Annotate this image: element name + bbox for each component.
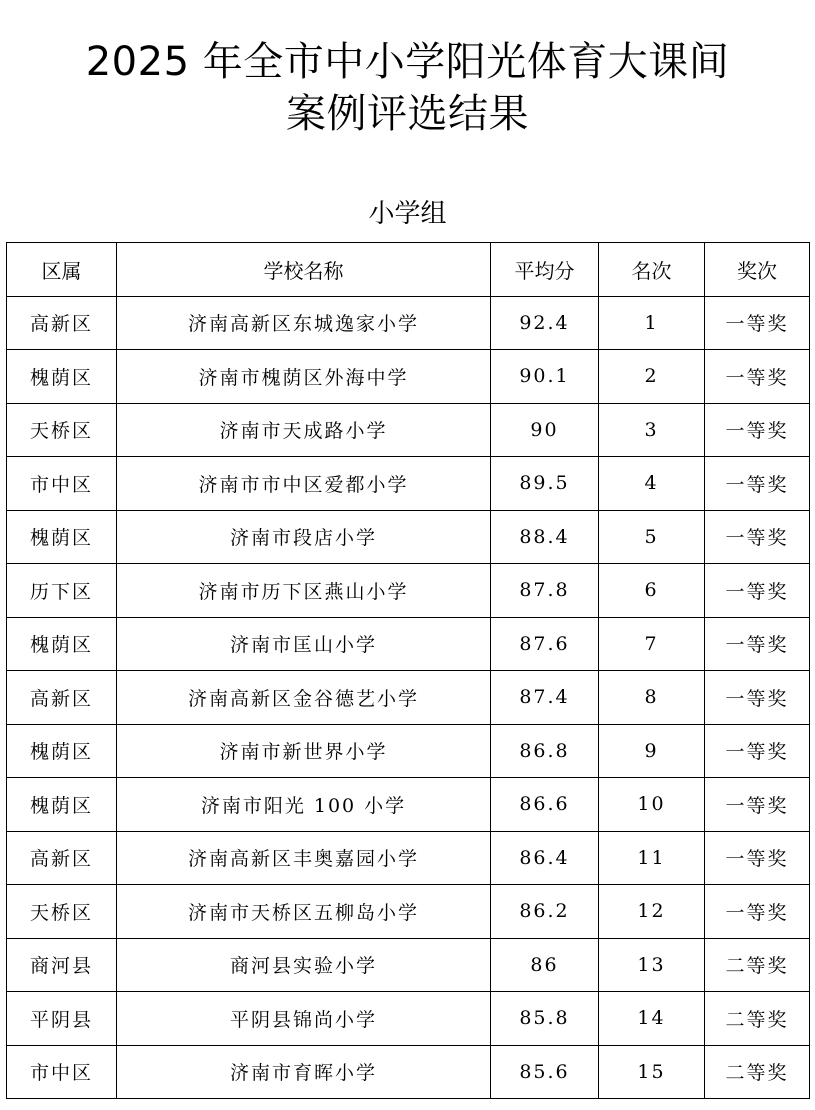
cell-district: 高新区 <box>7 296 117 350</box>
cell-rank: 8 <box>599 671 705 725</box>
cell-average-score: 87.4 <box>491 671 599 725</box>
cell-rank: 12 <box>599 885 705 939</box>
cell-rank: 4 <box>599 457 705 511</box>
cell-school-name: 济南市历下区燕山小学 <box>117 564 491 618</box>
cell-school-name: 平阴县锦尚小学 <box>117 992 491 1046</box>
cell-average-score: 87.8 <box>491 564 599 618</box>
cell-award: 一等奖 <box>705 403 810 457</box>
header-award: 奖次 <box>705 243 810 297</box>
cell-rank: 15 <box>599 1045 705 1099</box>
cell-district: 历下区 <box>7 564 117 618</box>
cell-school-name: 济南高新区东城逸家小学 <box>117 296 491 350</box>
cell-district: 槐荫区 <box>7 724 117 778</box>
table-row <box>7 457 810 511</box>
cell-award: 一等奖 <box>705 617 810 671</box>
cell-school-name: 济南市天成路小学 <box>117 403 491 457</box>
cell-average-score: 86.4 <box>491 831 599 885</box>
cell-district: 槐荫区 <box>7 778 117 832</box>
cell-district: 商河县 <box>7 938 117 992</box>
cell-school-name: 济南市天桥区五柳岛小学 <box>117 885 491 939</box>
cell-average-score: 90 <box>491 403 599 457</box>
cell-award: 一等奖 <box>705 885 810 939</box>
table-row <box>7 938 810 992</box>
cell-average-score: 86.2 <box>491 885 599 939</box>
cell-award: 一等奖 <box>705 831 810 885</box>
cell-award: 一等奖 <box>705 564 810 618</box>
cell-school-name: 济南市阳光 100 小学 <box>117 778 491 832</box>
header-district: 区属 <box>7 243 117 297</box>
cell-average-score: 85.8 <box>491 992 599 1046</box>
table-row <box>7 831 810 885</box>
table-row <box>7 992 810 1046</box>
cell-school-name: 济南市段店小学 <box>117 510 491 564</box>
cell-school-name: 济南市匡山小学 <box>117 617 491 671</box>
cell-school-name: 济南市市中区爱都小学 <box>117 457 491 511</box>
cell-rank: 11 <box>599 831 705 885</box>
cell-rank: 10 <box>599 778 705 832</box>
cell-district: 市中区 <box>7 1045 117 1099</box>
cell-award: 一等奖 <box>705 778 810 832</box>
table-row <box>7 510 810 564</box>
table-row <box>7 403 810 457</box>
cell-district: 槐荫区 <box>7 510 117 564</box>
cell-award: 一等奖 <box>705 510 810 564</box>
cell-award: 一等奖 <box>705 296 810 350</box>
document-title-line-2: 案例评选结果 <box>286 91 529 137</box>
cell-rank: 9 <box>599 724 705 778</box>
cell-district: 市中区 <box>7 457 117 511</box>
cell-school-name: 商河县实验小学 <box>117 938 491 992</box>
table-row <box>7 724 810 778</box>
cell-district: 平阴县 <box>7 992 117 1046</box>
cell-district: 槐荫区 <box>7 617 117 671</box>
group-label: 小学组 <box>368 199 447 229</box>
table-body <box>7 296 810 1099</box>
cell-district: 高新区 <box>7 831 117 885</box>
cell-rank: 13 <box>599 938 705 992</box>
cell-district: 天桥区 <box>7 403 117 457</box>
cell-rank: 2 <box>599 350 705 404</box>
cell-average-score: 92.4 <box>491 296 599 350</box>
table-row <box>7 296 810 350</box>
cell-rank: 3 <box>599 403 705 457</box>
table-row <box>7 350 810 404</box>
cell-average-score: 90.1 <box>491 350 599 404</box>
cell-school-name: 济南高新区金谷德艺小学 <box>117 671 491 725</box>
cell-district: 天桥区 <box>7 885 117 939</box>
cell-district: 高新区 <box>7 671 117 725</box>
cell-award: 一等奖 <box>705 457 810 511</box>
cell-award: 二等奖 <box>705 1045 810 1099</box>
cell-rank: 5 <box>599 510 705 564</box>
table-row <box>7 885 810 939</box>
cell-average-score: 87.6 <box>491 617 599 671</box>
cell-award: 二等奖 <box>705 992 810 1046</box>
document-title-line-1: 2025 年全市中小学阳光体育大课间 <box>85 39 730 85</box>
header-average-score: 平均分 <box>491 243 599 297</box>
table-row <box>7 564 810 618</box>
cell-award: 一等奖 <box>705 350 810 404</box>
header-rank: 名次 <box>599 243 705 297</box>
table-header-row <box>7 243 810 297</box>
table-row <box>7 1045 810 1099</box>
table-row <box>7 671 810 725</box>
cell-school-name: 济南市育晖小学 <box>117 1045 491 1099</box>
cell-rank: 6 <box>599 564 705 618</box>
cell-rank: 7 <box>599 617 705 671</box>
cell-award: 二等奖 <box>705 938 810 992</box>
table-row <box>7 617 810 671</box>
cell-average-score: 86.6 <box>491 778 599 832</box>
results-table <box>6 242 810 1099</box>
cell-school-name: 济南高新区丰奥嘉园小学 <box>117 831 491 885</box>
cell-school-name: 济南市槐荫区外海中学 <box>117 350 491 404</box>
cell-average-score: 86.8 <box>491 724 599 778</box>
cell-district: 槐荫区 <box>7 350 117 404</box>
cell-average-score: 85.6 <box>491 1045 599 1099</box>
cell-award: 一等奖 <box>705 724 810 778</box>
cell-average-score: 89.5 <box>491 457 599 511</box>
cell-rank: 14 <box>599 992 705 1046</box>
cell-award: 一等奖 <box>705 671 810 725</box>
cell-school-name: 济南市新世界小学 <box>117 724 491 778</box>
cell-rank: 1 <box>599 296 705 350</box>
cell-average-score: 86 <box>491 938 599 992</box>
cell-average-score: 88.4 <box>491 510 599 564</box>
table-row <box>7 778 810 832</box>
header-school-name: 学校名称 <box>117 243 491 297</box>
